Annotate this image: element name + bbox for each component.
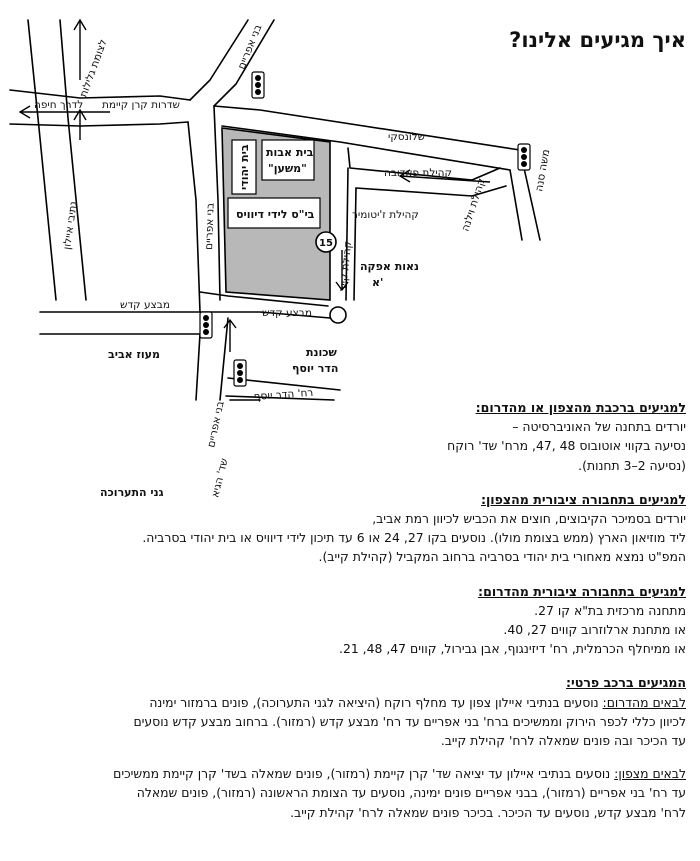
car-south-line (10, 693, 686, 712)
car-north-line: לרח' מבצע קדש, נוסעים עד הכיכר. בכיכר פונים שמאלה לרח' קהילת קייב. (290, 804, 686, 820)
bus-north-heading: למגיעים בתחבורה ציבורית מהצפון: (480, 491, 686, 507)
label-mivtza-kadesh-left: מבצע קדש (120, 299, 170, 311)
label-mishan: "משען" (268, 162, 307, 175)
oneway-arrow (74, 20, 86, 80)
car-north-label: לבאים מצפון: (614, 766, 686, 782)
rail-heading: למגיעים ברכבת מהצפון או מהדרום: (475, 400, 686, 415)
kehilat-padova-road (356, 188, 472, 196)
bus-south-heading: למגיעים בתחבורה ציבורית מהדרום: (478, 583, 686, 599)
label-hadar-yosef-street: רח' הדר יוסף (253, 386, 314, 403)
car-south-label: לבאים מהדרום: (602, 694, 686, 710)
bus-north-line: המפ"ט נמצא מאחורי בית יהודי בסרביה ברחוב המקביל (קהילת קייב). (318, 549, 686, 565)
traffic-light-icon (252, 72, 264, 98)
label-neot-afeka-2: א' (372, 276, 384, 289)
label-shlonsky: שלונסקי (388, 131, 426, 143)
label-kehilat-kiev: קהילת קייב (337, 240, 355, 293)
label-beit-avot: בית אבות (266, 146, 314, 159)
oneway-arrow (74, 110, 86, 140)
bus-north-line: ליד מוזיאון הארץ (ממש בצומת מולו). נוסעים בקו 27, 24 או 6 עד תיכון לידי דיוויס או בית יהודי בסרביה. (142, 530, 686, 546)
rail-section (10, 398, 686, 475)
bus-south-line: מתחנה מרכזית בת"א קו 27. (534, 602, 686, 618)
rail-line: (נסיעה 2–3 תחנות). (578, 457, 686, 473)
moshe-sne-road (510, 170, 522, 240)
label-bnei-efraim-side: בני אפריים (203, 202, 217, 251)
label-kehilat-padova: קהילת פאדובה (384, 167, 452, 179)
bus-north-section (10, 490, 686, 567)
label-keren-kayemet: שדרות קרן קיימת (102, 99, 180, 111)
keren-kayemet-road (10, 122, 188, 126)
label-bnei-efraim-top: בני אפריים (235, 22, 265, 72)
label-ganei-hataarucha: גני התערוכה (100, 486, 164, 499)
label-bnei-efraim-lower: בני אפריים (205, 400, 227, 449)
traffic-light-icon (234, 360, 246, 386)
car-north-line (10, 764, 686, 783)
label-sderot-hagai: שד' הגיא (209, 457, 231, 499)
bus-south-line: או מתחנת ארלוזרוב קווים 27, 40. (503, 622, 686, 638)
label-kehilat-zhitomir: קהילת ז'יטומיר (352, 209, 419, 221)
bus-north-line: יורדים בסמיכר הקיבוצים, חוצים את הכביש לכיוון רמת אביב, (372, 511, 686, 527)
bus-number: 15 (319, 238, 333, 249)
label-lidi-davis: בי"ס לידי דיוויס (236, 208, 315, 221)
label-neot-afeka-1: נאות אפקה (360, 260, 420, 273)
label-maoz-aviv: מעוז אביב (108, 348, 160, 361)
label-moshe-sne: משה סנה (533, 148, 553, 193)
label-hadar-yosef-2: הדר יוסף (292, 362, 339, 375)
rail-line: יורדים בתחנה של האוניברסיטה – (512, 419, 686, 435)
label-beit-yehudi: בית יהודי (238, 144, 251, 190)
page-title: איך מגיעים אלינו? (509, 28, 686, 52)
car-heading: המגיעים ברכב פרטי: (566, 675, 686, 691)
roundabout (330, 307, 346, 323)
label-kehilat-vilna: קהילת וילנה (459, 176, 488, 233)
car-south-line: עד הכיכר ובה פונים שמאלה לרח' קהילת קייב. (440, 733, 686, 749)
bus-south-section (10, 582, 686, 659)
kehilat-zhitomir-road (354, 188, 356, 300)
label-mivtza-kadesh-bottom: מבצע קדש (262, 307, 312, 319)
bnei-efraim-road (220, 318, 228, 400)
directions-text (10, 398, 686, 837)
label-tzomet-glilot: לצומת גלילות (77, 37, 110, 100)
car-south-text: נוסעים בנתיבי איילון צפון עד מחלף רוקח (היציאה לגני התערוכה), פונים ברמזור ימינה (149, 694, 603, 710)
traffic-light-icon (518, 144, 530, 170)
car-north-text: נוסעים בנתיבי איילון עד יציאה שד' קרן קיימת (רמזור), פונים שמאלה בשד' קרן קיימת ממשיכים (113, 766, 615, 782)
car-north-line: עד רח' בני אפריים (רמזור), בבני אפריים פונים ימינה, נוסעים עד הצומת הראשונה (רמזור), פונים שמאלה (136, 785, 686, 801)
bnei-efraim-road (188, 122, 200, 312)
label-hadar-yosef-1: שכונת (306, 346, 337, 359)
ayalon-highway-outline (60, 20, 86, 300)
bus-south-line: או ממיחלף הכרמלית, רח' דיזינגוף, אבן גבירול, קווים 47, 48, 21. (338, 641, 686, 657)
ayalon-highway-outline (28, 20, 56, 300)
bnei-efraim-road (196, 334, 200, 400)
rail-line: נסיעה בקווי אוטובוס 48 ,47, מרח' שד' רוקח (447, 438, 686, 454)
label-to-haifa-road: לדרך חיפה (34, 99, 84, 111)
car-section (10, 673, 686, 821)
label-ayalon: נתיבי איילון (61, 200, 80, 251)
car-south-line: לכיוון כללי לכפר הירוק וממשיכים ברח' בני אפריים עד רח' מבצע קדש (רמזור). ברחוב מבצע קדש נוסעים (133, 713, 686, 729)
traffic-light-icon (200, 312, 212, 338)
